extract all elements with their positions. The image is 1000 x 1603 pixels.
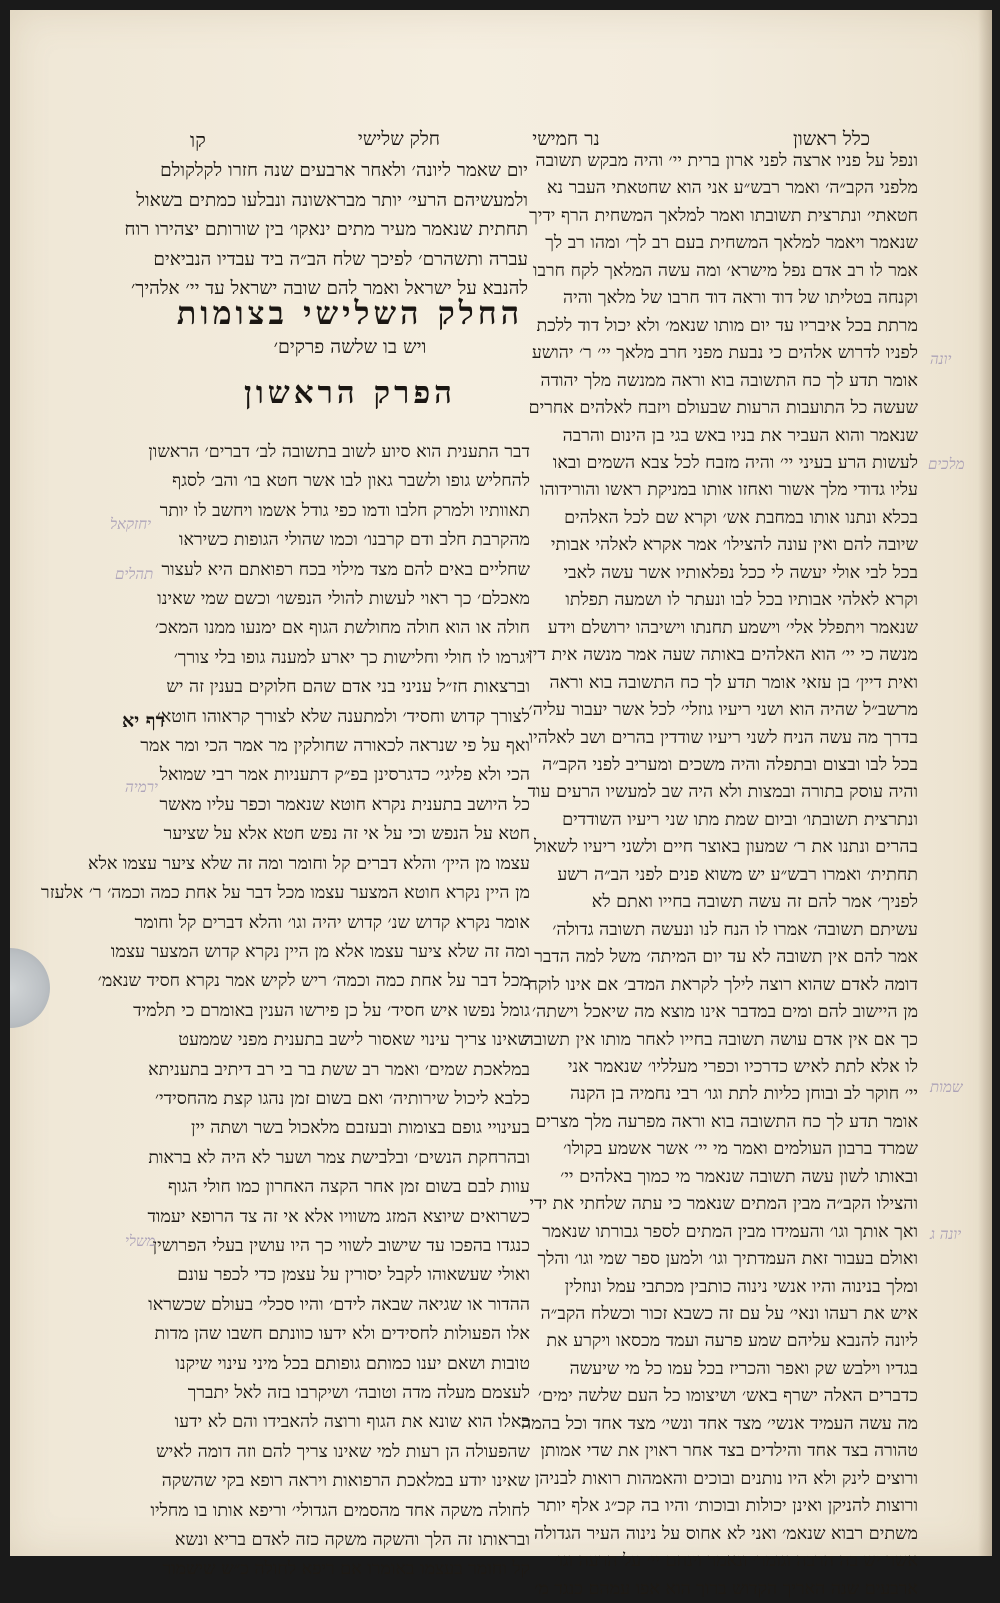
folio-number: קו: [190, 128, 206, 152]
text-line: קל וחומר בעצמו באומרו אם ריפא לחולה כ״ש שישמור: [162, 1559, 530, 1580]
text-line: איש את רעהו ונאי׳ על עם זה כשבא זכור וכשלח הקב״ה: [540, 1304, 918, 1325]
text-line: אומר נקרא קדוש שנ׳ קדוש יהיה וגו׳ והלא דברים קל וחומר: [134, 912, 530, 933]
text-line: טהורה בצד אחד והילדים בצד אחר ראוין את שדי אמותן: [540, 1441, 918, 1462]
text-line: לו אלא לתת לאיש כדרכיו וכפרי מעלליו׳ שנאמר אני: [567, 1056, 918, 1077]
text-line: אלו הפעולות לחסידים ולא ידעו כוונתם חשבו שהן מדות: [154, 1324, 530, 1345]
text-line: והצילו הקב״ה מבין המתים שנאמר כי עתה שלחתי את ידי: [529, 1194, 918, 1215]
text-line: וקרא לאלהי אבותיו בכל לבו ונעתר לו ושמעה תפלתו: [565, 590, 918, 611]
text-line: בעינויי גופם בצומות ובעזבם מלאכול בשר ושתה יין: [191, 1118, 530, 1139]
text-line: לחולה משקה אחד מהסמים הגדולי׳ וריפא אותו בו מחליו: [150, 1500, 530, 1521]
text-line: עשיתם תשובה׳ אמרו לו הנח לנו ונעשה תשובה גדולה׳: [552, 919, 918, 940]
text-line: בכלא ונתנו אותו במחבת אש׳ וקרא שם לכל האלהים: [564, 507, 918, 528]
text-line: הכי ולא פליגי׳ כדגרסינן בפ״ק דתעניות אמר רבי שמואל: [159, 765, 530, 786]
text-line: כדברים האלה ישרף באש׳ ושיצומו כל העם שלשה ימים׳: [538, 1386, 918, 1407]
text-line: וברצאות חז״ל עניני בני אדם שהם חלוקים בענין זה יש: [166, 677, 530, 698]
margin-note: ירמיה: [125, 778, 158, 796]
text-line: ונפל על פניו ארצה לפני ארון ברית יי׳ והיה מבקש תשובה: [535, 151, 918, 171]
text-line: ארבעים שנה האריך הקדוש ברוך הוא אפו עמהם כנגד מ׳: [534, 1578, 918, 1599]
left-column-top-text: [124, 156, 528, 304]
margin-note: משלי: [125, 1232, 156, 1250]
text-line: כל היושב בתענית נקרא חוטא שנאמר וכפר עליו מאשר: [159, 794, 530, 815]
text-line: טובות ושאם יענו כמותם גופותם בכל מיני עינוי שיקנו: [175, 1353, 530, 1374]
text-line: בדרך מה עשה הניח לשני ריעיו שודדין בהרים ושב לאלהיו: [528, 727, 918, 748]
binding-clip: [10, 948, 50, 1028]
running-head-left: חלק שלישי: [357, 128, 440, 150]
text-line: ורוצות להניקן ואינן יכולות ובוכות׳ והיו בה קכ״ג אלף יותר: [537, 1496, 918, 1517]
text-line: חולה או הוא חולה מחולשת הגוף אם ימנעו ממנו המאכ׳: [154, 618, 530, 639]
text-line: ואף על פי שנראה לכאורה שחולקין מר אמר הכי ומר אמר: [140, 736, 530, 757]
text-line: לצורך קדוש וחסיד׳ ולמתענה שלא לצורך קראוהו חוטא׳: [156, 706, 530, 727]
text-line: עצמו מן היין׳ והלא דברים קל וחומר ומה זה שלא ציער עצמו אלא: [88, 853, 530, 874]
text-line: עברה ותשהרם׳ לפיכך שלח הב״ה ביד עבדיו הנביאים: [153, 248, 528, 270]
text-line: מן היישוב להם ומים במדבר אינו מוצא מה שיאכל וישתה׳: [532, 1002, 918, 1023]
text-line: בכל לבו ובצום ובתפלה והיה משכים ומעריב לפני הקב״ה: [542, 754, 918, 775]
text-line: ההדור או שגיאה שבאה לידם׳ והיו סכלי׳ בעולם שכשראו: [148, 1294, 530, 1315]
margin-note: תהלים: [115, 565, 154, 583]
text-line: שהפעולה הן רעות למי שאינו צריך להם וזה דומה לאיש: [156, 1441, 530, 1462]
text-line: שעשה כל התועבות הרעות שבעולם ויזבח לאלהים אחרים: [528, 398, 918, 419]
text-line: מנשה כי יי׳ הוא האלהים באותה שעה אמר מנשה אית דין: [528, 645, 918, 666]
margin-note: מלכים: [928, 455, 965, 473]
text-line: יגרמו לו חולי וחלישות כך יארע למענה גופו בלי צורך׳: [173, 647, 530, 668]
text-line: גומל נפשו איש חסיד׳ על כן פירשו הענין באומרם כי תלמיד: [133, 1000, 530, 1021]
text-line: אומר תדע לך כח התשובה בוא וראה ממנשה מלך יהודה: [540, 370, 918, 391]
text-line: כאלו הוא שונא את הגוף ורוצה להאבידו והם לא ידעו: [174, 1412, 530, 1433]
margin-note: יונה ג: [930, 1225, 962, 1243]
right-column-body: [521, 148, 918, 1603]
text-line: יי׳ חוקר לב ובוחן כליות לתת וגו׳ רבי נחמיה בן הקנה: [570, 1084, 918, 1105]
page-edge-shadow: [978, 10, 992, 1556]
text-line: משתים רבוא שנאמ׳ ואני לא אחוס על נינוה העיר הגדולה: [533, 1523, 918, 1544]
text-line: לעשות הרע בעיני יי׳ והיה מזבח לכל צבא השמים ובאו: [552, 452, 918, 473]
text-line: ואולם בעבור זאת העמדתיך וגו׳ ולמען ספר שמי וגו׳ והלך: [537, 1249, 918, 1270]
margin-note: יחזקאל: [110, 515, 152, 533]
text-line: בגדיו וילבש שק ואפר והכריז בכל עמו כל מי שיעשה: [569, 1358, 918, 1379]
text-line: מהקרבת חלב ודם קרבנו׳ וכמו שהולי הגופות כשיראו: [178, 530, 530, 551]
text-line: שאינו יודע במלאכת הרפואות ויראה רופא בקי שהשקה: [161, 1471, 530, 1492]
text-line: דבר התענית הוא סיוע לשוב בתשובה לב׳ דברים׳ הראשון: [148, 442, 530, 462]
margin-note: יונה: [930, 350, 952, 368]
text-line: מן היין נקרא חוטא המצער עצמו מכל דבר על אחת כמה וכמה׳ ר׳ אלעזר: [41, 883, 530, 904]
text-line: ומה זה שלא ציער עצמו אלא מן היין נקרא קדוש המצער עצמו: [110, 941, 530, 962]
text-line: כנגדו בהפכו עד שישוב לשווי כך היו עושין בעלי הפרושין: [152, 1235, 530, 1256]
text-line: כלבא ליכול שירותיה׳ ואם בשום זמן נהגו קצת מהחסידי׳: [154, 1088, 530, 1109]
text-line: ורוצים לינק ולא היו נותנים ובוכים והאמהות רואות לבניהן: [534, 1468, 918, 1489]
text-line: לעצמם מעלה מדה וטובה׳ ושיקרבו בזה לאל יתברך: [187, 1383, 530, 1403]
text-line: ונתרצית תשובתו׳ וביום שמת מתו שני ריעיו השודדים: [562, 809, 918, 830]
text-line: לפניו לדרוש אלהים כי נבעת מפני חרב מלאך יי׳ ר׳ יהושע: [531, 343, 918, 364]
text-line: תחתית שנאמר מעיר מתים ינאקו׳ בין שורותם יצהירו רוח: [124, 219, 528, 241]
text-line: ליונה להנבא עליהם שמע פרעה ועמד מכסאו ויקרע את: [546, 1331, 918, 1352]
text-line: במלאכת שמים׳ ואמר רב ששת בר בי רב דיתיב בתעניתא: [148, 1059, 530, 1080]
text-line: לפניך׳ אמר להם זה עשה תשובה בחייו ואתם לא: [591, 892, 918, 913]
text-line: ובאותו לשון עשה תשובה שנאמר מי כמוך באלהים יי׳: [560, 1166, 918, 1187]
text-line: תחתית׳ ואמרו רבש״ע יש משוא פנים לפני הב״ה רשע: [557, 864, 918, 885]
text-line: להחליש גופו ולשבר גאון לבו אשר חטא בו׳ והב׳ לסגף: [172, 471, 530, 492]
text-line: אמר לו רב אדם נפל מישרא׳ ומה עשה המלאך לקח חרבו: [533, 260, 918, 281]
text-line: בהרים ונתנו את ר׳ שמעון באוצר חיים ולשני ריעיו לשאול: [533, 837, 918, 858]
text-line: תאוותיו ולמרק חלבו ודמו כפי גודל אשמו ויחשב לו יותר: [159, 500, 530, 521]
margin-note: שמות: [930, 1078, 963, 1096]
text-line: כך אם אין אדם עושה תשובה בחייו לאחר מותו אין תשובה: [523, 1029, 918, 1050]
text-line: כשרואים שיוצא המזג משוויו אלא אי זה צד הרופא יעמוד: [147, 1206, 530, 1227]
text-line: אשר יש בה הרבה וגומר׳ ונאמר וינחם יי׳ על הרעה וגו׳: [554, 1551, 918, 1572]
text-line: יום שאמר ליונה׳ ולאחר ארבעים שנה חזרו לקלקולם: [160, 160, 528, 181]
running-head-center: נר חמישי: [532, 128, 600, 150]
text-line: מרתת בכל איבריו עד יום מותו שנאמ׳ ולא יכול דוד ללכת: [536, 315, 918, 336]
text-line: בכל לבי אולי יעשה לי ככל נפלאותיו אשר עשה לאבי: [563, 562, 918, 583]
text-line: ואולי שעשאוהו לקבל יסורין על עצמן כדי לכפר עונם: [177, 1265, 530, 1286]
text-line: עוות לבם בשום זמן אחר הקצה האחרון כמו חולי הגוף: [168, 1177, 530, 1198]
text-line: מה עשה העמיד אנשי׳ מצד אחד ונשי׳ מצד אחד וכל בהמה: [521, 1413, 918, 1434]
text-line: חטא על הנפש וכי על אי זה נפש חטא אלא על שציער: [163, 824, 530, 845]
text-line: שנאמר ויאמר למלאך המשחית בעם רב לך׳ ומהו רב לך: [545, 233, 918, 254]
text-line: שנאמר והוא העביר את בניו באש בגי בן הינום והרבה: [562, 425, 918, 446]
text-line: ובהרחקת הנשים׳ ובלבישת צמר ושער לא היה לא בראות: [148, 1147, 530, 1168]
text-line: ואך אותך וגו׳ והעמידו מבין המתים לספר גבורתו שנאמר: [542, 1221, 918, 1242]
text-line: להנבא על ישראל ואמר להם שובה ישראל עד יי׳ אלהיך׳: [130, 278, 528, 300]
text-line: שיובה להם ואין עונה להצילו׳ אמר אקרא לאלהי אבותי: [550, 535, 918, 556]
text-line: ולמעשיהם הרעי׳ יותר מבראשונה ונבלעו כמתים בשאול: [136, 189, 528, 211]
text-line: אומר תדע לך כח התשובה בוא וראה מפרעה מלך מצרים: [535, 1111, 918, 1132]
text-line: שמרד ברבון העולמים ואמר מי יי׳ אשר אשמע בקולו׳: [563, 1139, 918, 1160]
text-line: ואית דיין׳ בן עזאי אומר תדע לך כח התשובה בוא וראה: [549, 672, 918, 693]
text-line: חטאתי׳ ונתרצית תשובתו ואמר למלאך המשחית הרף ידיך: [529, 205, 918, 226]
text-line: מרשב״ל שהיה הוא ושני ריעיו גוזלי׳ לכל אשר יעבור עליה׳: [528, 700, 918, 721]
text-line: והיה עוסק בתורה ובמצות ולא היה שב למעשיו הרעים עוד: [527, 782, 918, 803]
text-line: שחליים באים להם מצד מילוי בכח רפואתם היא לעצור: [161, 559, 530, 580]
text-line: ומלך בנינוה והיו אנשי נינוה כותבין מכתבי עמל ונוזלין: [564, 1276, 918, 1297]
manuscript-page: [10, 10, 992, 1599]
text-line: דומה לאדם שהוא רוצה לילך לקראת המדב׳ אם אינו לוקח: [527, 974, 918, 995]
running-head-right: כלל ראשון: [793, 128, 870, 150]
text-line: שאינו צריך עינוי שאסור לישב בתענית מפני שממעט: [178, 1030, 530, 1051]
text-line: מכל דבר על אחת כמה וכמה׳ ריש לקיש אמר נקרא חסיד שנאמ׳: [97, 971, 530, 992]
section-subtitle: ויש בו שלשה פרקים׳: [273, 336, 427, 358]
daf-marker: דף יא: [122, 710, 165, 732]
text-line: ובראותו זה הלך והשקה משקה כזה לאדם בריא ונשא: [174, 1530, 530, 1551]
text-line: מאכלם׳ כך ראוי לעשות להולי הנפשו׳ וכשם שמי שאינו: [157, 589, 530, 610]
text-line: וקנחה בטליתו של דוד וראה דוד חרבו של מלאך והיה: [563, 288, 918, 309]
text-line: מלפני הקב״ה׳ ואמר רבש״ע אני הוא שחטאתי העבר נא: [546, 178, 918, 199]
text-line: עליו גדודי מלך אשור ואחזו אותו במניקת ראשו והורידוהו: [539, 480, 918, 501]
section-title: החלק השלישי בצומות: [176, 294, 524, 332]
chapter-title: הפרק הראשון: [243, 375, 457, 411]
text-line: אמר להם אין תשובה לא עד יום המיתה׳ משל למה הדבר: [534, 947, 918, 968]
text-line: שנאמר ויתפלל אלי׳ וישמע תחנתו וישיבהו ירושלם וידע: [547, 617, 918, 638]
